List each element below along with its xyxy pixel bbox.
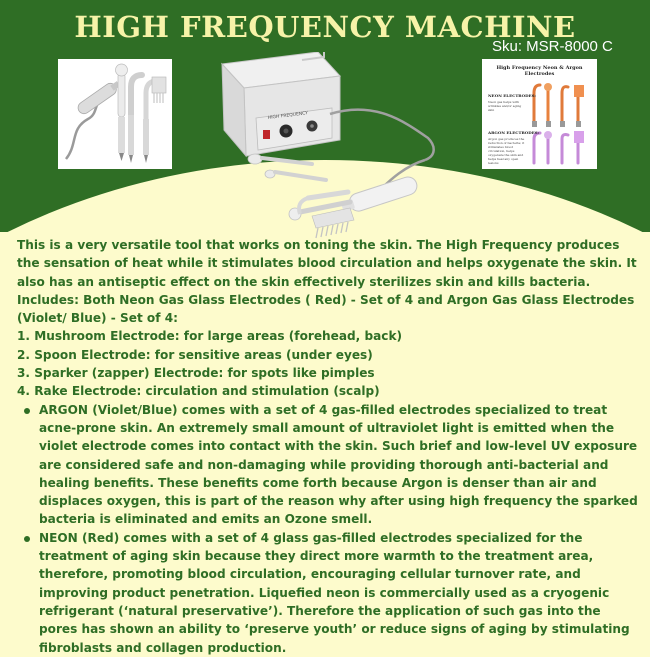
list-item: 1. Mushroom Electrode: for large areas (forehead, back) <box>17 329 403 344</box>
svg-text:HIGH FREQUENCY: HIGH FREQUENCY <box>267 111 309 121</box>
neon-electrodes-icon <box>532 83 584 127</box>
electrode-set-photo-icon <box>58 59 172 169</box>
neon-bullet-text: NEON (Red) comes with a set of 4 glass gas-filled electrodes specialized for the treatment of aging skin because they direct more warmth to the treatment area, therefore, promoting blood circulation, encouraging cellular turnover rate, and improving product penetration. Liquefied neon is commercially used as a cryogenic refrigerant (‘natural preservative’). Therefore the application of such gas into the pores has shown an ability to ‘preserve youth’ or reduce signs of aging by stimulating fibroblasts and collagen production. <box>39 530 630 655</box>
argon-text: Argon gas produces the reduction of bacteria; it stimulates blood circulation, helps oxygenate the skin and helps heal any open lesions <box>488 137 525 165</box>
argon-electrodes-icon <box>534 131 584 163</box>
list-item: 4. Rake Electrode: circulation and stimulation (scalp) <box>17 384 380 399</box>
neon-text: Neon gas helps with wrinkles and/or aging skin <box>488 100 522 112</box>
bullet-list <box>17 401 639 657</box>
list-item: 2. Spoon Electrode: for sensitive areas (under eyes) <box>17 347 373 362</box>
intro-paragraph: This is a very versatile tool that works on toning the skin. The High Frequency produces the sensation of heat while it stimulates blood circulation and helps oxygenate the skin. It also has an antiseptic effect on the skin effectively sterilizes skin and kills bacteria. <box>17 238 637 289</box>
argon-bullet-text: ARGON (Violet/Blue) comes with a set of 4 gas-filled electrodes specialized to treat acne-prone skin. An extremely small amount of ultraviolet light is emitted when the violet electrode comes into contact with the skin. Such brief and low-level UV exposure are considered safe and non-damaging while providing thorough anti-bacterial and healing benefits. These benefits come forth because Argon is denser than air and displaces oxygen, this is part of the reason why after using high frequency the sparked bacteria is eliminated and emits an Ozone smell. <box>39 402 638 527</box>
bullet-icon <box>24 536 30 542</box>
electrode-info-sheet <box>482 59 597 169</box>
sku-label: Sku: MSR-8000 C <box>492 38 613 55</box>
argon-label: ARGON ELECTRODES: <box>488 130 540 135</box>
description <box>17 236 639 657</box>
neon-label: NEON ELECTRODES: <box>488 93 536 98</box>
high-frequency-machine-photo-icon <box>200 52 440 240</box>
list-item: 3. Sparker (zapper) Electrode: for spots like pimples <box>17 366 375 381</box>
argon-bullet <box>39 401 639 529</box>
electrode-set-photo <box>58 59 172 169</box>
neon-bullet <box>39 529 639 657</box>
bullet-icon <box>24 408 30 414</box>
info-sheet-title: High Frequency Neon & Argon Electrodes <box>496 65 583 77</box>
includes-paragraph: Includes: Both Neon Gas Glass Electrodes ( Red) - Set of 4 and Argon Gas Glass Electrodes (Violet/ Blue) - Set of 4: <box>17 292 635 326</box>
page-title: HIGH FREQUENCY MACHINE <box>74 10 576 44</box>
machine-photo <box>200 52 440 240</box>
